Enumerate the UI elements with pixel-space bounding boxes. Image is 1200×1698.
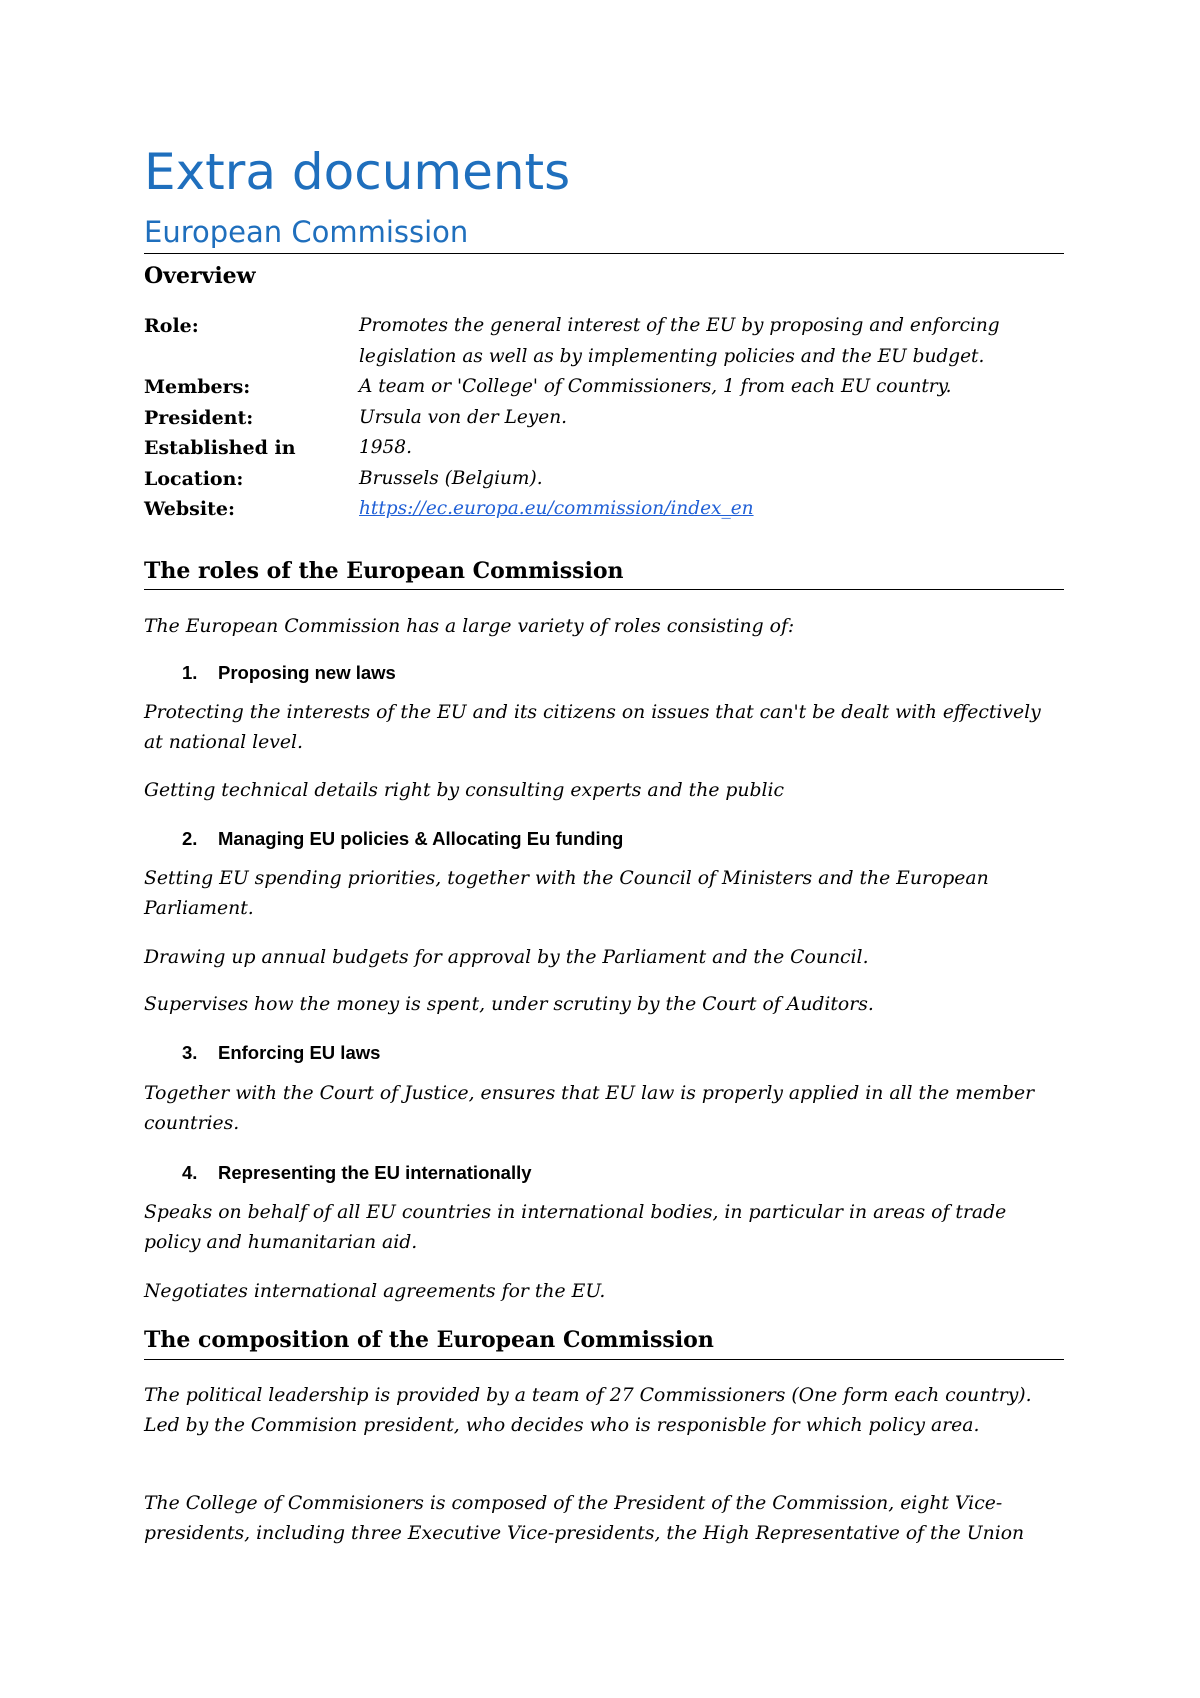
overview-value: Promotes the general interest of the EU by proposing and enforcing legislation as well as by implementing policies and the EU budget. [359,315,1000,367]
document-subtitle: European Commission [144,215,469,249]
overview-label: Role: [144,315,199,337]
role-item-title [182,826,623,852]
overview-label: Website: [144,498,235,520]
role-item-number: 3. [182,1042,198,1063]
roles-intro: The European Commission has a large variety of roles consisting of: [144,616,795,637]
overview-value: 1958. [359,437,412,458]
composition-heading: The composition of the European Commission [144,1327,714,1353]
overview-value: Ursula von der Leyen. [359,406,567,428]
role-paragraph: Getting technical details right by consulting experts and the public [144,780,785,801]
role-paragraph: Protecting the interests of the EU and its citizens on issues that can't be dealt with effectively at national level. [144,702,1041,753]
overview-value: A team or 'College' of Commissioners, 1 from each EU country. [359,376,952,397]
overview-label: Members: [144,376,251,398]
role-paragraph: Speaks on behalf of all EU countries in international bodies, in particular in areas of trade policy and humanitarian aid. [144,1202,1007,1253]
overview-value [359,494,1064,525]
role-item-label: Enforcing EU laws [218,1042,381,1063]
role-item-label: Managing EU policies & Allocating Eu funding [218,828,624,849]
overview-label: President: [144,406,254,429]
role-item-title [182,660,396,686]
role-item-label: Representing the EU internationally [218,1162,532,1183]
overview-label: Established in [144,437,296,459]
roles-heading: The roles of the European Commission [144,558,624,584]
website-link[interactable]: https://ec.europa.eu/commission/index_en [359,498,754,519]
role-paragraph: Setting EU spending priorities, together with the Council of Ministers and the European Parliament. [144,868,989,919]
composition-paragraph: The College of Commisioners is composed of the President of the Commission, eight Vice-presidents, including three Executive Vice-presidents, the High Representative of the Union [144,1493,1025,1544]
role-paragraph: Negotiates international agreements for the EU. [144,1281,606,1302]
role-item-number: 1. [182,662,198,683]
overview-value: Brussels (Belgium). [359,467,543,489]
overview-label: Location: [144,467,244,490]
role-item-title [182,1040,380,1066]
roles-heading-rule [144,589,1064,590]
role-paragraph: Together with the Court of Justice, ensures that EU law is properly applied in all the member countries. [144,1083,1035,1134]
overview-heading: Overview [144,263,256,289]
role-paragraph: Supervises how the money is spent, under scrutiny by the Court of Auditors. [144,994,874,1015]
role-item-number: 4. [182,1162,198,1183]
document-title: Extra documents [144,143,571,201]
composition-paragraph: The political leadership is provided by a team of 27 Commissioners (One form each country). Led by the Commision president, who decides who is responisble for which policy area. [144,1385,1032,1436]
subtitle-rule [144,253,1064,254]
role-item-label: Proposing new laws [218,662,396,683]
composition-heading-rule [144,1359,1064,1360]
role-item-number: 2. [182,828,198,849]
role-item-title [182,1160,532,1186]
role-paragraph: Drawing up annual budgets for approval by the Parliament and the Council. [144,947,869,968]
